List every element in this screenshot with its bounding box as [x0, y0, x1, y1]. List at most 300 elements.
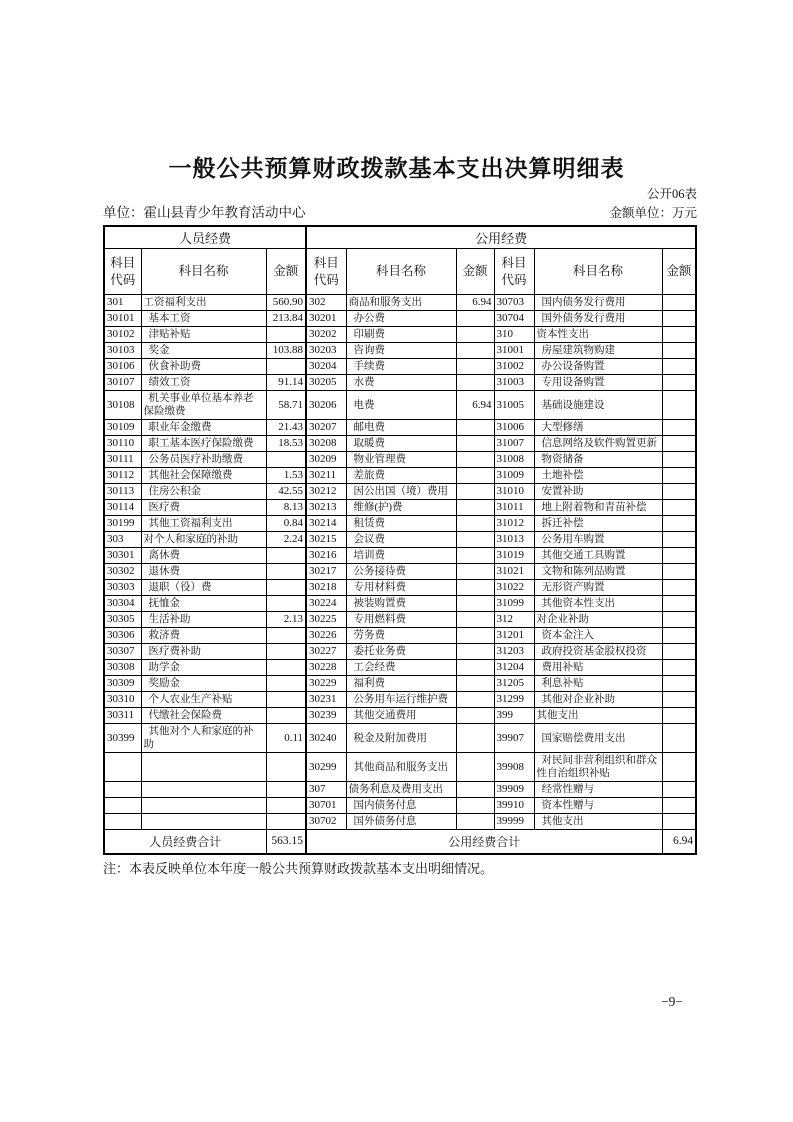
subject-code-cell: 30211	[306, 468, 346, 484]
subject-name-cell: 会议费	[346, 532, 456, 548]
subject-name-cell: 物资储备	[534, 452, 662, 468]
subject-code-cell: 30199	[104, 516, 141, 532]
subject-name-cell: 津贴补贴	[141, 327, 266, 343]
subject-name-cell: 助学金	[141, 660, 266, 676]
subject-name-cell: 医疗费补助	[141, 644, 266, 660]
subject-amount-cell	[662, 708, 696, 724]
subject-amount-cell	[662, 516, 696, 532]
subject-name-cell: 租赁费	[346, 516, 456, 532]
subject-code-cell: 399	[494, 708, 534, 724]
subject-amount-cell	[662, 436, 696, 452]
subject-code-cell: 31008	[494, 452, 534, 468]
subject-code-cell	[104, 798, 141, 814]
subject-name-cell: 资本性支出	[534, 327, 662, 343]
subject-code-cell: 31201	[494, 628, 534, 644]
subject-name-cell	[141, 814, 266, 830]
subject-amount-cell: 560.90	[266, 295, 306, 311]
subject-name-cell: 退休费	[141, 564, 266, 580]
subject-code-cell: 31003	[494, 375, 534, 391]
subject-code-cell: 30239	[306, 708, 346, 724]
subject-amount-cell	[662, 628, 696, 644]
subject-code-cell: 30110	[104, 436, 141, 452]
subject-name-cell: 绩效工资	[141, 375, 266, 391]
subject-code-cell: 30240	[306, 724, 346, 753]
table-row	[104, 644, 696, 660]
subject-amount-cell	[456, 612, 494, 628]
subject-code-cell: 39999	[494, 814, 534, 830]
subject-amount-cell	[266, 644, 306, 660]
table-row	[104, 452, 696, 468]
subject-code-cell: 31011	[494, 500, 534, 516]
subject-name-cell: 办公设备购置	[534, 359, 662, 375]
subject-name-cell: 其他对个人和家庭的补助	[141, 724, 266, 753]
subject-code-cell: 30205	[306, 375, 346, 391]
subject-amount-cell	[456, 814, 494, 830]
subject-code-cell: 30306	[104, 628, 141, 644]
subject-name-cell: 公务员医疗补助缴费	[141, 452, 266, 468]
subject-name-cell: 其他社会保障缴费	[141, 468, 266, 484]
subject-code-cell: 312	[494, 612, 534, 628]
subject-name-cell: 无形资产购置	[534, 580, 662, 596]
subject-name-cell: 离休费	[141, 548, 266, 564]
subject-name-cell: 经常性赠与	[534, 782, 662, 798]
budget-detail-table	[103, 225, 697, 855]
subject-name-cell: 职业年金缴费	[141, 420, 266, 436]
subject-code-cell: 31205	[494, 676, 534, 692]
subject-name-cell: 公务用车购置	[534, 532, 662, 548]
table-row	[104, 724, 696, 753]
subject-code-cell: 30226	[306, 628, 346, 644]
subject-name-cell: 水费	[346, 375, 456, 391]
subject-amount-cell	[456, 580, 494, 596]
table-row	[104, 628, 696, 644]
subject-amount-cell	[456, 676, 494, 692]
subject-amount-cell	[266, 564, 306, 580]
subject-code-cell: 30107	[104, 375, 141, 391]
table-row	[104, 468, 696, 484]
subject-code-cell: 31203	[494, 644, 534, 660]
subject-code-cell: 30702	[306, 814, 346, 830]
table-row	[104, 327, 696, 343]
subject-amount-cell: 6.94	[456, 295, 494, 311]
subject-name-cell: 其他支出	[534, 708, 662, 724]
subject-amount-cell	[662, 564, 696, 580]
table-row	[104, 359, 696, 375]
subject-code-cell: 30215	[306, 532, 346, 548]
subject-name-cell: 物业管理费	[346, 452, 456, 468]
subject-amount-cell	[662, 311, 696, 327]
subject-name-cell: 机关事业单位基本养老保险缴费	[141, 391, 266, 420]
col-header-name: 科目名称	[346, 249, 456, 295]
group-header-public: 公用经费	[306, 226, 696, 249]
totals-row	[104, 830, 696, 854]
subject-code-cell	[104, 782, 141, 798]
table-row	[104, 676, 696, 692]
subject-code-cell: 39909	[494, 782, 534, 798]
subject-code-cell: 30304	[104, 596, 141, 612]
subject-name-cell: 地上附着物和青苗补偿	[534, 500, 662, 516]
subject-amount-cell	[456, 596, 494, 612]
table-row	[104, 798, 696, 814]
subject-code-cell: 30202	[306, 327, 346, 343]
subject-code-cell: 31204	[494, 660, 534, 676]
subject-name-cell: 医疗费	[141, 500, 266, 516]
public-total-label: 公用经费合计	[306, 830, 662, 854]
subject-code-cell: 30224	[306, 596, 346, 612]
subject-amount-cell	[662, 753, 696, 782]
subject-amount-cell	[662, 484, 696, 500]
subject-name-cell: 费用补贴	[534, 660, 662, 676]
subject-code-cell: 30102	[104, 327, 141, 343]
subject-name-cell: 其他交通工具购置	[534, 548, 662, 564]
subject-amount-cell: 21.43	[266, 420, 306, 436]
subject-name-cell: 对民间非营利组织和群众性自治组织补贴	[534, 753, 662, 782]
subject-code-cell: 30309	[104, 676, 141, 692]
page-number: −9−	[661, 994, 683, 1009]
subject-amount-cell	[266, 753, 306, 782]
subject-code-cell: 31019	[494, 548, 534, 564]
subject-name-cell: 其他支出	[534, 814, 662, 830]
subject-amount-cell	[662, 692, 696, 708]
subject-code-cell: 39907	[494, 724, 534, 753]
subject-amount-cell	[662, 532, 696, 548]
subject-name-cell: 其他对企业补助	[534, 692, 662, 708]
subject-name-cell: 被装购置费	[346, 596, 456, 612]
subject-amount-cell	[456, 660, 494, 676]
subject-amount-cell	[266, 452, 306, 468]
table-row	[104, 295, 696, 311]
subject-code-cell: 30218	[306, 580, 346, 596]
subject-code-cell: 30307	[104, 644, 141, 660]
subject-amount-cell	[456, 708, 494, 724]
subject-amount-cell	[456, 798, 494, 814]
subject-amount-cell: 0.11	[266, 724, 306, 753]
subject-name-cell: 因公出国（境）费用	[346, 484, 456, 500]
unit-label: 单位：霍山县青少年教育活动中心	[103, 205, 306, 220]
subject-name-cell: 对企业补助	[534, 612, 662, 628]
subject-code-cell: 39908	[494, 753, 534, 782]
table-row	[104, 391, 696, 420]
personnel-total-amount: 563.15	[266, 830, 306, 854]
subject-name-cell: 维修(护)费	[346, 500, 456, 516]
subject-amount-cell	[266, 327, 306, 343]
subject-code-cell: 30206	[306, 391, 346, 420]
subject-name-cell: 土地补偿	[534, 468, 662, 484]
subject-amount-cell	[456, 436, 494, 452]
subject-amount-cell	[456, 420, 494, 436]
subject-amount-cell: 8.13	[266, 500, 306, 516]
subject-code-cell: 30111	[104, 452, 141, 468]
subject-amount-cell	[662, 724, 696, 753]
subject-code-cell: 31022	[494, 580, 534, 596]
meta-row	[103, 201, 697, 221]
subject-code-cell: 30310	[104, 692, 141, 708]
subject-amount-cell	[662, 500, 696, 516]
subject-code-cell: 301	[104, 295, 141, 311]
subject-name-cell: 债务利息及费用支出	[346, 782, 456, 798]
table-row	[104, 375, 696, 391]
subject-amount-cell	[662, 375, 696, 391]
subject-code-cell: 30229	[306, 676, 346, 692]
subject-amount-cell	[266, 708, 306, 724]
col-header-amount: 金额	[266, 249, 306, 295]
subject-code-cell: 31021	[494, 564, 534, 580]
subject-amount-cell	[456, 500, 494, 516]
subject-code-cell: 30704	[494, 311, 534, 327]
subject-code-cell: 30225	[306, 612, 346, 628]
subject-amount-cell	[662, 580, 696, 596]
subject-amount-cell	[266, 798, 306, 814]
subject-amount-cell	[456, 564, 494, 580]
subject-code-cell: 30212	[306, 484, 346, 500]
subject-name-cell: 拆迁补偿	[534, 516, 662, 532]
subject-amount-cell: 213.84	[266, 311, 306, 327]
subject-amount-cell	[266, 359, 306, 375]
subject-name-cell: 培训费	[346, 548, 456, 564]
table-row	[104, 814, 696, 830]
col-header-name: 科目名称	[534, 249, 662, 295]
subject-name-cell: 劳务费	[346, 628, 456, 644]
subject-name-cell: 救济费	[141, 628, 266, 644]
subject-amount-cell	[662, 391, 696, 420]
subject-code-cell: 310	[494, 327, 534, 343]
subject-code-cell: 30701	[306, 798, 346, 814]
subject-name-cell: 基础设施建设	[534, 391, 662, 420]
subject-amount-cell: 6.94	[456, 391, 494, 420]
subject-code-cell: 30203	[306, 343, 346, 359]
subject-name-cell: 公务接待费	[346, 564, 456, 580]
table-row	[104, 612, 696, 628]
subject-name-cell: 国家赔偿费用支出	[534, 724, 662, 753]
subject-amount-cell	[662, 295, 696, 311]
subject-code-cell: 30231	[306, 692, 346, 708]
subject-code-cell: 30305	[104, 612, 141, 628]
subject-code-cell: 30214	[306, 516, 346, 532]
subject-name-cell: 奖励金	[141, 676, 266, 692]
subject-amount-cell	[266, 548, 306, 564]
subject-code-cell: 30311	[104, 708, 141, 724]
subject-amount-cell	[266, 596, 306, 612]
subject-amount-cell: 1.53	[266, 468, 306, 484]
table-row	[104, 516, 696, 532]
subject-amount-cell	[662, 359, 696, 375]
subject-name-cell: 退职（役）费	[141, 580, 266, 596]
subject-code-cell	[104, 814, 141, 830]
subject-code-cell: 30112	[104, 468, 141, 484]
subject-name-cell	[141, 782, 266, 798]
subject-code-cell: 30108	[104, 391, 141, 420]
subject-amount-cell	[456, 359, 494, 375]
subject-amount-cell: 2.13	[266, 612, 306, 628]
subject-name-cell: 政府投资基金股权投资	[534, 644, 662, 660]
subject-amount-cell	[662, 452, 696, 468]
subject-amount-cell	[266, 580, 306, 596]
subject-name-cell: 电费	[346, 391, 456, 420]
subject-amount-cell	[662, 676, 696, 692]
subject-code-cell: 31013	[494, 532, 534, 548]
subject-name-cell: 资本性赠与	[534, 798, 662, 814]
subject-code-cell: 30201	[306, 311, 346, 327]
table-row	[104, 708, 696, 724]
subject-code-cell: 30308	[104, 660, 141, 676]
subject-name-cell: 住房公积金	[141, 484, 266, 500]
subject-amount-cell	[266, 660, 306, 676]
subject-amount-cell	[266, 782, 306, 798]
subject-name-cell: 福利费	[346, 676, 456, 692]
subject-amount-cell: 2.24	[266, 532, 306, 548]
subject-code-cell: 30113	[104, 484, 141, 500]
subject-code-cell: 30103	[104, 343, 141, 359]
subject-amount-cell	[456, 468, 494, 484]
table-body	[104, 295, 696, 830]
subject-name-cell: 其他工资福利支出	[141, 516, 266, 532]
subject-name-cell: 其他商品和服务支出	[346, 753, 456, 782]
subject-amount-cell	[662, 782, 696, 798]
subject-name-cell: 代缴社会保险费	[141, 708, 266, 724]
subject-name-cell: 对个人和家庭的补助	[141, 532, 266, 548]
subject-name-cell: 房屋建筑物购建	[534, 343, 662, 359]
col-header-name: 科目名称	[141, 249, 266, 295]
subject-code-cell: 31001	[494, 343, 534, 359]
table-row	[104, 753, 696, 782]
subject-name-cell: 商品和服务支出	[346, 295, 456, 311]
subject-amount-cell	[456, 644, 494, 660]
table-row	[104, 532, 696, 548]
group-header-personnel: 人员经费	[104, 226, 306, 249]
subject-name-cell: 文物和陈列品购置	[534, 564, 662, 580]
subject-code-cell: 302	[306, 295, 346, 311]
subject-code-cell: 30228	[306, 660, 346, 676]
table-row	[104, 436, 696, 452]
subject-name-cell: 专用设备购置	[534, 375, 662, 391]
subject-code-cell: 30204	[306, 359, 346, 375]
subject-code-cell: 30399	[104, 724, 141, 753]
subject-code-cell: 30109	[104, 420, 141, 436]
subject-amount-cell	[662, 798, 696, 814]
subject-name-cell: 委托业务费	[346, 644, 456, 660]
subject-name-cell: 差旅费	[346, 468, 456, 484]
subject-code-cell: 30703	[494, 295, 534, 311]
table-row	[104, 596, 696, 612]
subject-code-cell: 30209	[306, 452, 346, 468]
table-row	[104, 500, 696, 516]
subject-name-cell: 资本金注入	[534, 628, 662, 644]
subject-code-cell: 303	[104, 532, 141, 548]
subject-amount-cell	[662, 644, 696, 660]
subject-name-cell: 邮电费	[346, 420, 456, 436]
subject-name-cell: 奖金	[141, 343, 266, 359]
subject-code-cell: 307	[306, 782, 346, 798]
subject-amount-cell	[266, 676, 306, 692]
subject-amount-cell	[456, 516, 494, 532]
subject-amount-cell: 0.84	[266, 516, 306, 532]
subject-name-cell: 基本工资	[141, 311, 266, 327]
subject-amount-cell: 103.88	[266, 343, 306, 359]
personnel-total-label: 人员经费合计	[104, 830, 266, 854]
subject-code-cell: 30114	[104, 500, 141, 516]
subject-amount-cell	[662, 327, 696, 343]
subject-name-cell	[141, 753, 266, 782]
footnote: 注：本表反映单位本年度一般公共预算财政拨款基本支出明细情况。	[103, 861, 494, 876]
subject-code-cell: 31010	[494, 484, 534, 500]
subject-amount-cell	[456, 452, 494, 468]
subject-code-cell: 30213	[306, 500, 346, 516]
table-row	[104, 548, 696, 564]
subject-name-cell: 安置补助	[534, 484, 662, 500]
subject-amount-cell: 18.53	[266, 436, 306, 452]
subject-name-cell: 信息网络及软件购置更新	[534, 436, 662, 452]
table-row	[104, 343, 696, 359]
subject-amount-cell	[456, 782, 494, 798]
subject-amount-cell	[456, 311, 494, 327]
subject-code-cell: 30302	[104, 564, 141, 580]
subject-code-cell: 31009	[494, 468, 534, 484]
subject-code-cell: 30208	[306, 436, 346, 452]
table-row	[104, 311, 696, 327]
subject-name-cell: 手续费	[346, 359, 456, 375]
table-row	[104, 580, 696, 596]
subject-code-cell	[104, 753, 141, 782]
subject-name-cell: 生活补助	[141, 612, 266, 628]
subject-name-cell: 伙食补助费	[141, 359, 266, 375]
subject-amount-cell	[456, 548, 494, 564]
subject-name-cell: 国外债务发行费用	[534, 311, 662, 327]
subject-code-cell: 30227	[306, 644, 346, 660]
subject-name-cell	[141, 798, 266, 814]
subject-name-cell: 个人农业生产补贴	[141, 692, 266, 708]
subject-name-cell: 专用材料费	[346, 580, 456, 596]
subject-amount-cell	[456, 532, 494, 548]
subject-name-cell: 国内债务付息	[346, 798, 456, 814]
table-row	[104, 420, 696, 436]
subject-code-cell: 30216	[306, 548, 346, 564]
subject-amount-cell	[662, 612, 696, 628]
table-row	[104, 660, 696, 676]
subject-name-cell: 大型修缮	[534, 420, 662, 436]
subject-name-cell: 抚恤金	[141, 596, 266, 612]
subject-amount-cell	[456, 375, 494, 391]
subject-amount-cell	[266, 692, 306, 708]
subject-name-cell: 工会经费	[346, 660, 456, 676]
subject-code-cell: 31006	[494, 420, 534, 436]
table-row	[104, 564, 696, 580]
subject-code-cell: 31299	[494, 692, 534, 708]
subject-name-cell: 国内债务发行费用	[534, 295, 662, 311]
subject-name-cell: 工资福利支出	[141, 295, 266, 311]
subject-code-cell: 30299	[306, 753, 346, 782]
subject-code-cell: 31012	[494, 516, 534, 532]
table-row	[104, 692, 696, 708]
column-header-row	[104, 249, 696, 295]
col-header-amount: 金额	[456, 249, 494, 295]
form-number-label: 公开06表	[646, 187, 697, 201]
subject-code-cell: 30217	[306, 564, 346, 580]
subject-amount-cell	[456, 628, 494, 644]
subject-amount-cell	[662, 343, 696, 359]
subject-code-cell: 30207	[306, 420, 346, 436]
subject-amount-cell: 58.71	[266, 391, 306, 420]
subject-code-cell: 30303	[104, 580, 141, 596]
subject-amount-cell	[662, 548, 696, 564]
subject-amount-cell	[456, 484, 494, 500]
subject-name-cell: 税金及附加费用	[346, 724, 456, 753]
subject-name-cell: 办公费	[346, 311, 456, 327]
subject-code-cell: 39910	[494, 798, 534, 814]
col-header-amount: 金额	[662, 249, 696, 295]
subject-name-cell: 专用燃料费	[346, 612, 456, 628]
page-title: 一般公共预算财政拨款基本支出决算明细表	[168, 155, 625, 181]
group-header-row	[104, 226, 696, 249]
